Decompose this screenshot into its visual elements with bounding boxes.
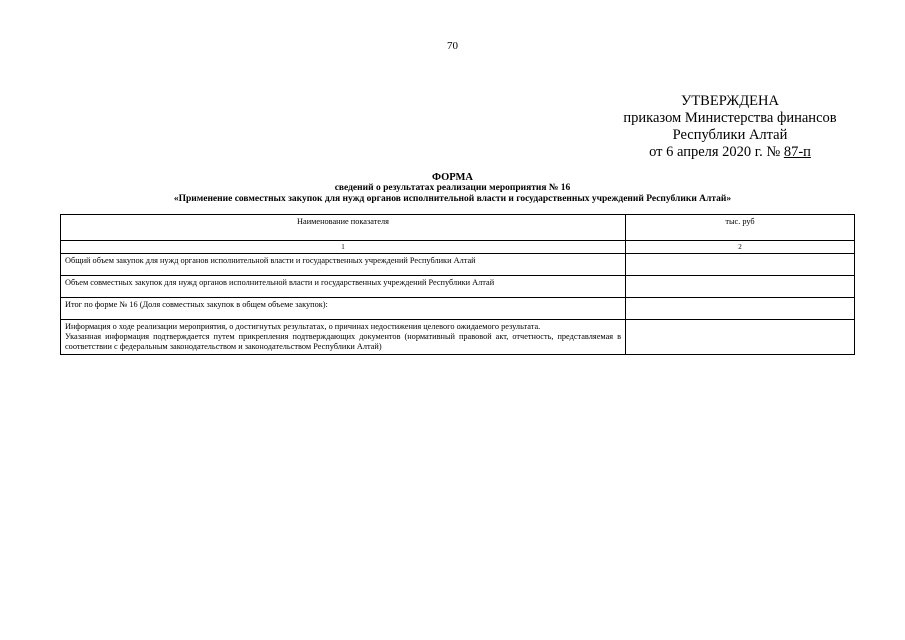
header-indicator-name: Наименование показателя <box>61 215 626 241</box>
table-row <box>61 254 855 276</box>
column-number-2: 2 <box>626 241 855 254</box>
column-number-1: 1 <box>61 241 626 254</box>
table-row <box>61 276 855 298</box>
row-value-joint-purchases[interactable] <box>626 276 855 298</box>
progress-info-note: Указанная информация подтверждается путем прикрепления подтверждающих документов (нормативный правовой акт, отчетность, представляемая в соответствии с федеральным законодательством и законодательством Республики Алтай) <box>65 332 621 351</box>
approval-title: УТВЕРЖДЕНА <box>681 93 779 109</box>
order-number: 87-п <box>783 144 811 160</box>
approval-region: Республики Алтай <box>672 127 788 143</box>
form-event-name: «Применение совместных закупок для нужд органов исполнительной власти и государственных учреждений Республики Алтай» <box>173 194 732 204</box>
form-subtitle: сведений о результатах реализации мероприятия № 16 <box>334 183 571 193</box>
page-number: 70 <box>447 40 458 52</box>
row-value-form-total[interactable] <box>626 298 855 320</box>
header-unit: тыс. руб <box>626 215 855 241</box>
row-label-progress-info <box>61 320 626 355</box>
approval-issuer: приказом Министерства финансов <box>623 110 837 126</box>
table-row <box>61 320 855 355</box>
row-label-form-total: Итог по форме № 16 (Доля совместных закупок в общем объеме закупок): <box>61 298 626 320</box>
report-table <box>60 214 855 355</box>
approval-stamp <box>600 93 860 161</box>
table-row <box>61 298 855 320</box>
form-heading <box>0 172 905 205</box>
row-label-joint-purchases: Объем совместных закупок для нужд органов исполнительной власти и государственных учреждений Республики Алтай <box>61 276 626 298</box>
column-number-row <box>61 241 855 254</box>
row-label-total-purchases: Общий объем закупок для нужд органов исполнительной власти и государственных учреждений Республики Алтай <box>61 254 626 276</box>
form-title: ФОРМА <box>431 172 474 183</box>
row-value-total-purchases[interactable] <box>626 254 855 276</box>
table-header-row <box>61 215 855 241</box>
row-value-progress-info[interactable] <box>626 320 855 355</box>
progress-info-text: Информация о ходе реализации мероприятия, о достигнутых результатах, о причинах недостижения целевого ожидаемого результата. <box>65 322 541 331</box>
approval-date-line <box>600 144 860 161</box>
approval-date: от 6 апреля 2020 г. № <box>649 144 784 160</box>
